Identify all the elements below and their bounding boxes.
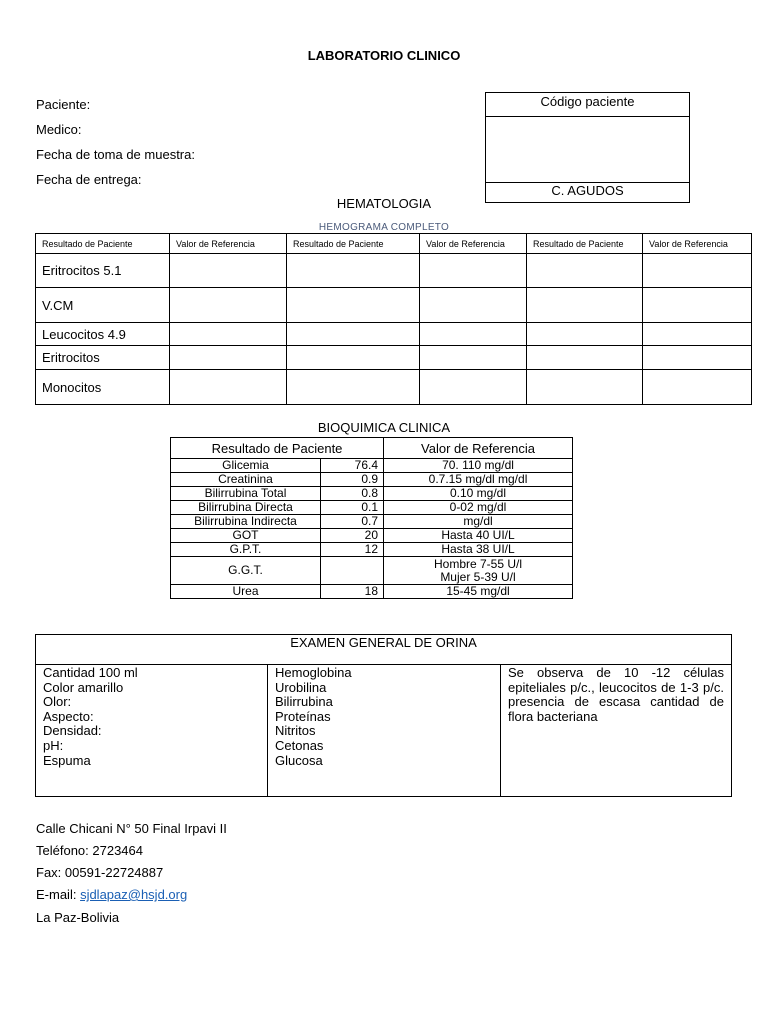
test-value: 12 (321, 543, 384, 557)
hematology-table (35, 233, 752, 405)
table-row (171, 473, 573, 487)
footer-address: Calle Chicani N° 50 Final Irpavi II (36, 821, 227, 836)
footer-email-line (36, 887, 187, 902)
hematology-row-label: V.CM (36, 288, 170, 323)
test-reference: Hasta 38 UI/L (384, 543, 573, 557)
page-title: LABORATORIO CLINICO (307, 48, 461, 63)
patient-code-box (485, 92, 690, 203)
test-name: Bilirrubina Indirecta (171, 515, 321, 529)
test-value: 0.7 (321, 515, 384, 529)
test-name: GOT (171, 529, 321, 543)
list-item: Proteínas (275, 708, 331, 724)
delivery-date-label: Fecha de entrega: (36, 172, 142, 187)
doctor-label: Medico: (36, 122, 82, 137)
hematology-row-label: Monocitos (36, 370, 170, 405)
list-item: Espuma (43, 752, 91, 768)
table-row (171, 459, 573, 473)
test-reference: 0-02 mg/dl (384, 501, 573, 515)
test-value (321, 557, 384, 585)
hematology-header: Valor de Referencia (420, 234, 527, 254)
list-item: Hemoglobina (275, 665, 352, 680)
biochemistry-title: BIOQUIMICA CLINICA (317, 420, 451, 435)
test-reference (384, 557, 573, 585)
table-row (36, 346, 752, 370)
hematology-header: Resultado de Paciente (287, 234, 420, 254)
test-reference: mg/dl (384, 515, 573, 529)
blood-count-subtitle: HEMOGRAMA COMPLETO (318, 222, 450, 233)
patient-code-footer: C. AGUDOS (486, 182, 689, 202)
test-name: G.P.T. (171, 543, 321, 557)
footer-fax: Fax: 00591-22724887 (36, 865, 164, 880)
table-row (36, 288, 752, 323)
test-value: 0.9 (321, 473, 384, 487)
test-reference: 15-45 mg/dl (384, 585, 573, 599)
test-name: Bilirrubina Total (171, 487, 321, 501)
urinalysis-physical-column (36, 665, 268, 796)
test-name: G.G.T. (171, 557, 321, 585)
test-name: Urea (171, 585, 321, 599)
biochemistry-header-result: Resultado de Paciente (171, 438, 384, 459)
hematology-header: Valor de Referencia (643, 234, 752, 254)
list-item: Aspecto: (43, 708, 94, 724)
test-reference: Hasta 40 UI/L (384, 529, 573, 543)
test-reference: 70. 110 mg/dl (384, 459, 573, 473)
footer-email-label: E-mail: (36, 887, 81, 902)
urinalysis-sediment-note: Se observa de 10 -12 células epiteliales p/c., leucocitos de 1-3 p/c. presencia de escasa cantidad de flora bacteriana (508, 665, 724, 724)
list-item: Cetonas (275, 737, 324, 753)
hematology-header: Resultado de Paciente (527, 234, 643, 254)
test-reference: 0.7.15 mg/dl mg/dl (384, 473, 573, 487)
table-row (171, 487, 573, 501)
table-row (171, 585, 573, 599)
footer-city: La Paz-Bolivia (36, 910, 120, 925)
test-name: Bilirrubina Directa (171, 501, 321, 515)
hematology-title: HEMATOLOGIA (336, 196, 432, 211)
test-value: 0.1 (321, 501, 384, 515)
email-link[interactable]: sjdlapaz@hsjd.org (80, 887, 188, 902)
list-item: Cantidad 100 ml (43, 665, 138, 680)
sample-date-label: Fecha de toma de muestra: (36, 147, 195, 162)
test-reference: 0.10 mg/dl (384, 487, 573, 501)
table-row (171, 501, 573, 515)
table-row (36, 323, 752, 346)
list-item: Glucosa (275, 752, 323, 768)
test-value: 20 (321, 529, 384, 543)
table-row (171, 529, 573, 543)
test-value: 18 (321, 585, 384, 599)
table-row (36, 370, 752, 405)
list-item: Olor: (43, 694, 72, 710)
footer-phone: Teléfono: 2723464 (36, 843, 143, 858)
table-row (171, 515, 573, 529)
urinalysis-title: EXAMEN GENERAL DE ORINA (36, 635, 731, 665)
urinalysis-chemical-column (268, 665, 501, 796)
hematology-row-label: Leucocitos 4.9 (36, 323, 170, 346)
test-name: Glicemia (171, 459, 321, 473)
patient-label: Paciente: (36, 97, 91, 112)
biochemistry-header-reference: Valor de Referencia (384, 438, 573, 459)
test-value: 0.8 (321, 487, 384, 501)
test-name: Creatinina (171, 473, 321, 487)
list-item: Bilirrubina (275, 694, 333, 710)
biochemistry-header-row (171, 438, 573, 459)
list-item: pH: (43, 737, 64, 753)
hematology-row-label: Eritrocitos (36, 346, 170, 370)
hematology-header: Resultado de Paciente (36, 234, 170, 254)
biochemistry-table (170, 437, 573, 599)
hematology-header-row (36, 234, 752, 254)
hematology-row-label: Eritrocitos 5.1 (36, 254, 170, 288)
list-item: Color amarillo (43, 679, 124, 695)
urinalysis-box (35, 634, 732, 797)
hematology-header: Valor de Referencia (170, 234, 287, 254)
table-row (36, 254, 752, 288)
table-row (171, 543, 573, 557)
test-value: 76.4 (321, 459, 384, 473)
list-item: Nitritos (275, 723, 316, 739)
reference-women: Mujer 5-39 U/l (440, 569, 516, 584)
table-row (171, 557, 573, 585)
patient-code-label: Código paciente (486, 93, 689, 117)
reference-men: Hombre 7-55 U/l (433, 556, 523, 571)
list-item: Urobilina (275, 679, 327, 695)
list-item: Densidad: (43, 723, 102, 739)
